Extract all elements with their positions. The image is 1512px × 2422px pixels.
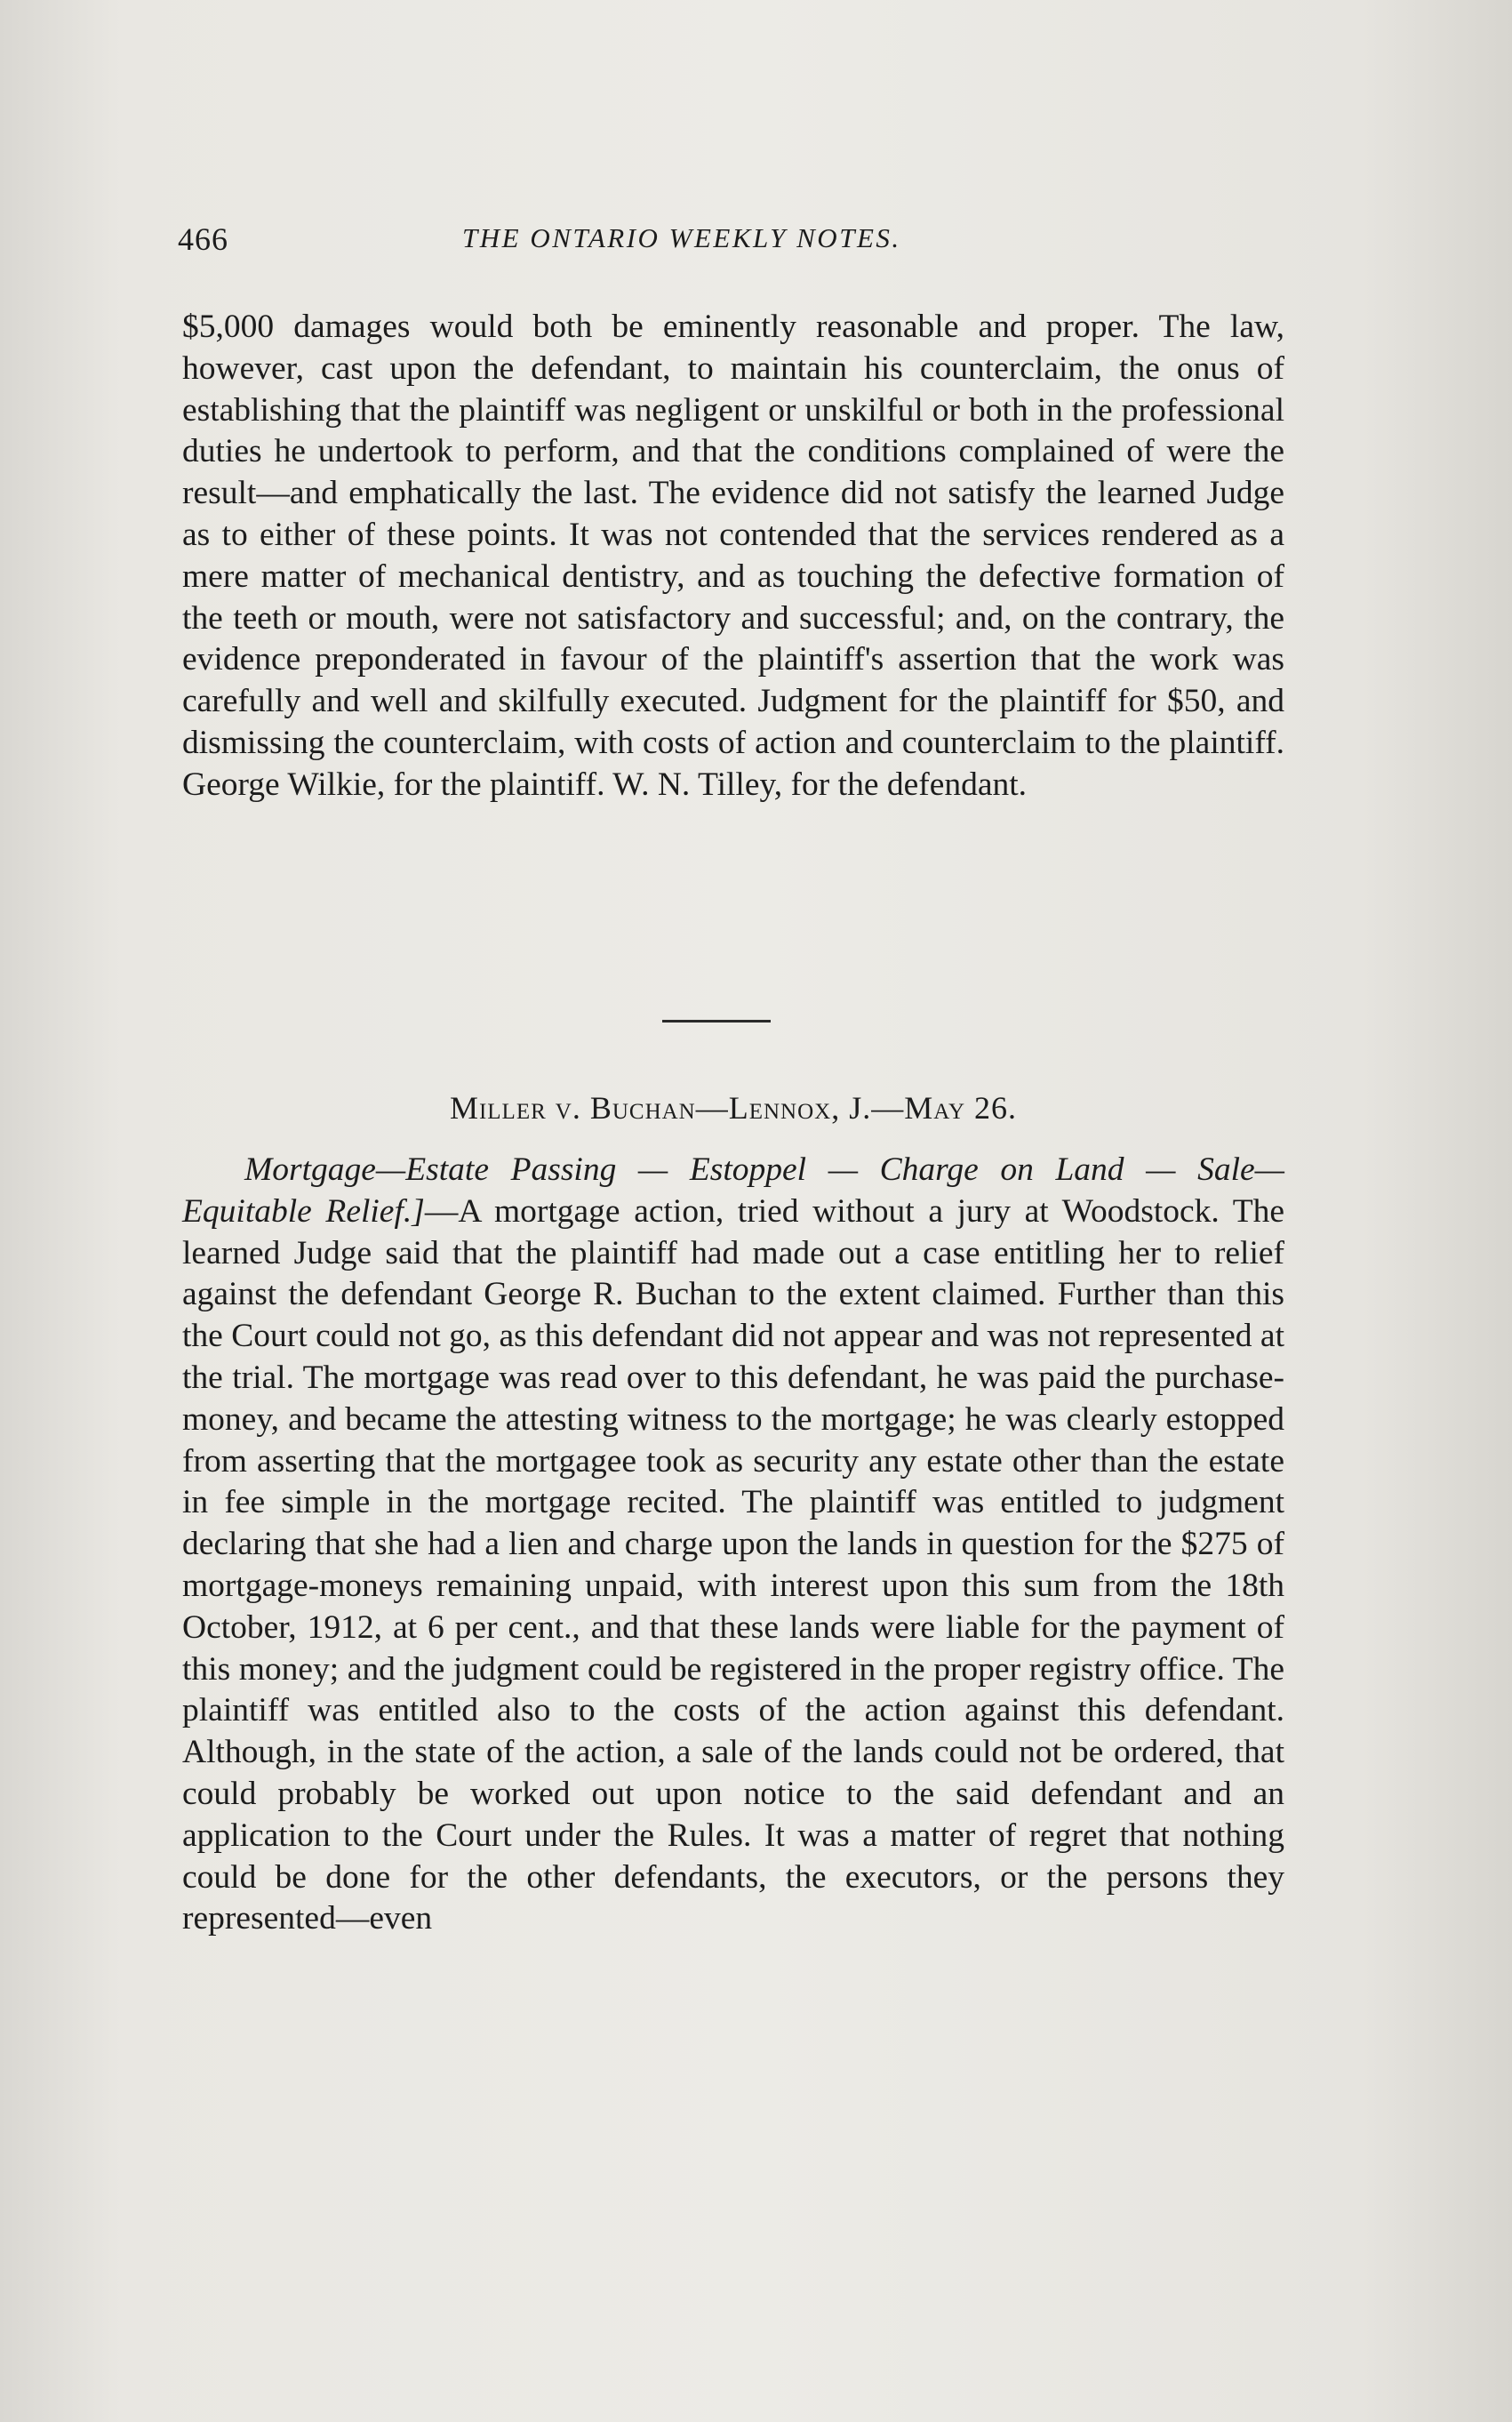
page-number: 466 [178, 221, 228, 257]
first-case-paragraph: $5,000 damages would both be eminently reasonable and proper. The law, however, cast upon the defendant, to maintain his counterclaim, the onus of establishing that the plaintiff was negligent or unskilful or both in the professional duties he undertook to perform, and that the conditions complained of were the result—and emphatically the last. The evidence did not satisfy the learned Judge as to either of these points. It was not contended that the services rendered as a mere matter of mechanical dentistry, and as touching the defective formation of the teeth or mouth, were not satisfactory and successful; and, on the contrary, the evidence preponderated in favour of the plaintiff's assertion that the work was carefully and well and skilfully executed. Judgment for the plaintiff for $50, and dismissing the counterclaim, with costs of action and counterclaim to the plaintiff. George Wilkie, for the plaintiff. W. N. Tilley, for the defendant. [182, 309, 1284, 803]
case-title: Miller v. Buchan—Lennox, J.—May 26. [449, 1090, 1018, 1126]
running-title: THE ONTARIO WEEKLY NOTES. [462, 222, 901, 253]
page-header [178, 221, 1289, 260]
case-body: —A mortgage action, tried without a jury at Woodstock. The learned Judge said that the plaintiff had made out a case entitling her to relief against the defendant George R. Buchan to the extent claimed. Further than this the Court could not go, as this defendant did not appear and was not represented at the trial. The mortgage was read over to this defendant, he was paid the purchase-money, and became the attesting witness to the mortgage; he was clearly estopped from asserting that the mortgagee took as security any estate other than the estate in fee simple in the mortgage recited. The plaintiff was entitled to judgment declaring that she had a lien and charge upon the lands in question for the $275 of mortgage-moneys remaining unpaid, with interest upon this sum from the 18th October, 1912, at 6 per cent., and that these lands were liable for the payment of this money; and the judgment could be registered in the proper registry office. The plaintiff was entitled also to the costs of the action against this defendant. Although, in the state of the action, a sale of the lands could not be ordered, that could probably be worked out upon notice to the said defendant and an application to the Court under the Rules. It was a matter of regret that nothing could be done for the other defendants, the executors, or the persons they represented—even [182, 1192, 1284, 1937]
section-divider [662, 1020, 771, 1023]
second-case-paragraph [182, 1150, 1284, 1940]
case-headnote: Mortgage—Estate Passing — Estoppel — Charge on Land — Sale—Equitable Relief.] [182, 1151, 1284, 1230]
